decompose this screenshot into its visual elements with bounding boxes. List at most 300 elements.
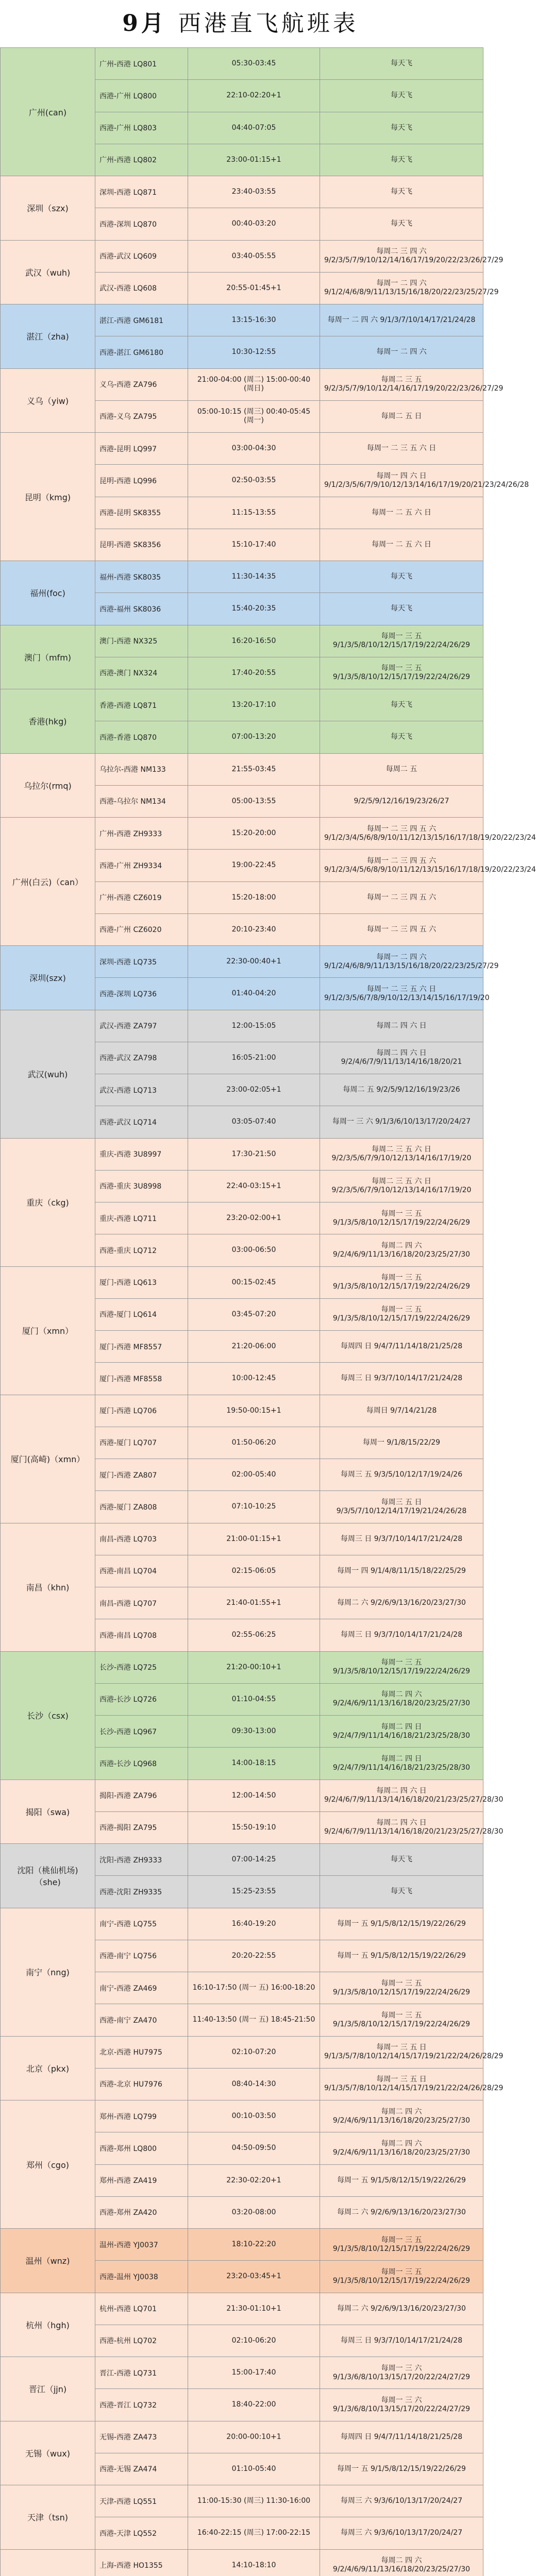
- flight-frequency-cell: 每周二 四 六 9/2/4/6/9/11/13/16/18/20/23/25/27/30: [320, 2549, 483, 2576]
- flight-time-cell: 03:45-07:20: [188, 1298, 320, 1330]
- flight-frequency-cell: 每周二 四 六 日 9/2/4/6/7/9/11/13/14/16/18/20/21/23/25/27/28/30: [320, 1780, 483, 1811]
- flight-frequency-cell: 每周一 二 三 五 六 日: [320, 433, 483, 465]
- flight-number-cell: 西港-香港 LQ870: [95, 721, 188, 753]
- flight-number-cell: 湛江-西港 GM6181: [95, 304, 188, 336]
- flight-time-cell: 21:00-01:15+1: [188, 1523, 320, 1555]
- flight-time-cell: 01:10-05:40: [188, 2453, 320, 2485]
- flight-time-cell: 03:05-07:40: [188, 1106, 320, 1138]
- flight-frequency-cell: 每周一 五 9/1/5/8/12/15/19/22/26/29: [320, 1908, 483, 1940]
- flight-frequency-cell: 每天飞: [320, 80, 483, 112]
- flight-frequency-cell: 每周一 三 五 9/1/3/5/8/10/12/15/17/19/22/24/26/29: [320, 625, 483, 657]
- flight-frequency-cell: 每周一 三 五 9/1/3/5/8/10/12/15/17/19/22/24/26/29: [320, 657, 483, 689]
- flight-number-cell: 长沙-西港 LQ967: [95, 1716, 188, 1748]
- flight-number-cell: 武汉-西港 LQ713: [95, 1074, 188, 1106]
- flight-frequency-cell: 每周三 五 9/3/5/10/12/17/19/24/26: [320, 1459, 483, 1491]
- flight-row: [1, 304, 483, 336]
- flight-time-cell: 00:10-03:50: [188, 2100, 320, 2132]
- flight-frequency-cell: 每周一 二 五 六 日: [320, 497, 483, 529]
- flight-time-cell: 20:00-00:10+1: [188, 2421, 320, 2453]
- flight-number-cell: 广州-西港 ZH9333: [95, 818, 188, 850]
- flight-time-cell: 18:40-22:00: [188, 2389, 320, 2421]
- flight-number-cell: 西港-福州 SK8036: [95, 593, 188, 625]
- flight-row: [1, 2357, 483, 2389]
- flight-row: [1, 2549, 483, 2576]
- flight-time-cell: 21:30-01:10+1: [188, 2293, 320, 2325]
- flight-time-cell: 05:30-03:45: [188, 48, 320, 80]
- city-cell: 杭州（hgh): [1, 2293, 95, 2357]
- flight-frequency-cell: 每周二 四 六 9/2/4/6/9/11/13/16/18/20/23/25/27/30: [320, 2132, 483, 2164]
- flight-number-cell: 西港-揭阳 ZA795: [95, 1811, 188, 1843]
- flight-number-cell: 西港-温州 YJ0038: [95, 2261, 188, 2293]
- flight-time-cell: 02:15-06:05: [188, 1555, 320, 1587]
- flight-number-cell: 西港-武汉 ZA798: [95, 1042, 188, 1074]
- flight-frequency-cell: 每周一 三 五 9/1/3/5/8/10/12/15/17/19/22/24/26/29: [320, 1266, 483, 1298]
- flight-time-cell: 20:10-23:40: [188, 913, 320, 945]
- flight-number-cell: 香港-西港 LQ871: [95, 689, 188, 721]
- city-cell: 厦门（xmn）: [1, 1266, 95, 1395]
- flight-number-cell: 西港-深圳 LQ870: [95, 208, 188, 240]
- flight-time-cell: 01:50-06:20: [188, 1427, 320, 1459]
- flight-number-cell: 西港-晋江 LQ732: [95, 2389, 188, 2421]
- city-cell: 昆明（kmg): [1, 433, 95, 561]
- flight-frequency-cell: 每天飞: [320, 593, 483, 625]
- flight-number-cell: 揭阳-西港 ZA796: [95, 1780, 188, 1811]
- flight-frequency-cell: 每周一 三 五 9/1/3/5/8/10/12/15/17/19/22/24/26/29: [320, 1972, 483, 2004]
- flight-frequency-cell: 每周三 六 9/3/6/10/13/17/20/24/27: [320, 2517, 483, 2549]
- flight-time-cell: 17:40-20:55: [188, 657, 320, 689]
- flight-frequency-cell: 每周二 四 六 日: [320, 1010, 483, 1042]
- flight-frequency-cell: 每周一 三 五 9/1/3/5/8/10/12/15/17/19/22/24/26/29: [320, 1202, 483, 1234]
- flight-number-cell: 郑州-西港 LQ799: [95, 2100, 188, 2132]
- flight-time-cell: 23:20-02:00+1: [188, 1202, 320, 1234]
- flight-time-cell: 19:50-00:15+1: [188, 1395, 320, 1427]
- flight-time-cell: 02:00-05:40: [188, 1459, 320, 1491]
- flight-frequency-cell: 每周二 四 六 日 9/2/4/6/7/9/11/13/14/16/18/20/21: [320, 1042, 483, 1074]
- city-cell: 香港(hkg): [1, 689, 95, 754]
- city-cell: 天津（tsn): [1, 2485, 95, 2550]
- flight-time-cell: 08:40-14:30: [188, 2068, 320, 2100]
- flight-number-cell: 西港-武汉 LQ714: [95, 1106, 188, 1138]
- flight-number-cell: 西港-深圳 LQ736: [95, 978, 188, 1010]
- flight-number-cell: 重庆-西港 LQ711: [95, 1202, 188, 1234]
- flight-time-cell: 02:50-03:55: [188, 465, 320, 497]
- flight-frequency-cell: 每周二 六 9/2/6/9/13/16/20/23/27/30: [320, 1587, 483, 1619]
- city-cell: 武汉(wuh): [1, 1010, 95, 1138]
- city-cell: 长沙（csx): [1, 1651, 95, 1780]
- flight-frequency-cell: 每周二 四 日 9/2/4/7/9/11/14/16/18/21/23/25/28/30: [320, 1716, 483, 1748]
- flight-row: [1, 1523, 483, 1555]
- flight-frequency-cell: 每周三 日 9/3/7/10/14/17/21/24/28: [320, 1523, 483, 1555]
- flight-time-cell: 15:25-23:55: [188, 1876, 320, 1908]
- flight-time-cell: 12:00-15:05: [188, 1010, 320, 1042]
- flight-frequency-cell: 每天飞: [320, 1844, 483, 1876]
- flight-number-cell: 武汉-西港 ZA797: [95, 1010, 188, 1042]
- flight-schedule-body: [1, 48, 536, 2576]
- flight-time-cell: 18:10-22:20: [188, 2229, 320, 2261]
- flight-number-cell: 广州-西港 CZ6019: [95, 882, 188, 913]
- flight-frequency-cell: 每周一 三 五 9/1/3/5/8/10/12/15/17/19/22/24/26/29: [320, 2004, 483, 2036]
- flight-row: [1, 2036, 483, 2068]
- flight-frequency-cell: 每天飞: [320, 689, 483, 721]
- flight-number-cell: 西港-南昌 LQ704: [95, 1555, 188, 1587]
- flight-number-cell: 福州-西港 SK8035: [95, 561, 188, 593]
- flight-time-cell: 03:20-08:00: [188, 2196, 320, 2228]
- flight-number-cell: 沈阳-西港 ZH9333: [95, 1844, 188, 1876]
- flight-number-cell: 厦门-西港 MF8557: [95, 1331, 188, 1363]
- flight-row: [1, 1010, 483, 1042]
- flight-schedule-table: [0, 47, 536, 2576]
- flight-row: [1, 625, 483, 657]
- flight-frequency-cell: 每周一 三 六 9/1/3/6/10/13/17/20/24/27: [320, 1106, 483, 1138]
- flight-frequency-cell: 每周二 四 六 9/2/4/6/9/11/13/16/18/20/23/25/27/30: [320, 1234, 483, 1266]
- flight-frequency-cell: 每周一 二 三 五 六 日 9/1/2/3/5/6/7/8/9/10/12/13/14/15/16/17/19/20: [320, 978, 483, 1010]
- flight-number-cell: 杭州-西港 LQ701: [95, 2293, 188, 2325]
- flight-row: [1, 818, 483, 850]
- flight-number-cell: 西港-广州 CZ6020: [95, 913, 188, 945]
- flight-frequency-cell: 每周一 三 五 9/1/3/5/8/10/12/15/17/19/22/24/26/29: [320, 1298, 483, 1330]
- flight-number-cell: 南宁-西港 LQ755: [95, 1908, 188, 1940]
- flight-time-cell: 14:00-18:15: [188, 1748, 320, 1780]
- flight-number-cell: 西港-昆明 SK8355: [95, 497, 188, 529]
- flight-time-cell: 23:00-02:05+1: [188, 1074, 320, 1106]
- flight-frequency-cell: 每周三 日 9/3/7/10/14/17/21/24/28: [320, 1619, 483, 1651]
- flight-time-cell: 20:55-01:45+1: [188, 272, 320, 304]
- flight-time-cell: 13:20-17:10: [188, 689, 320, 721]
- flight-frequency-cell: 每周一 三 五 日 9/1/3/5/7/8/10/12/14/15/17/19/21/22/24/26/28/29: [320, 2036, 483, 2068]
- flight-number-cell: 西港-长沙 LQ968: [95, 1748, 188, 1780]
- flight-row: [1, 1844, 483, 1876]
- flight-time-cell: 21:55-03:45: [188, 753, 320, 785]
- flight-time-cell: 07:10-10:25: [188, 1491, 320, 1523]
- flight-row: [1, 1908, 483, 1940]
- flight-number-cell: 厦门-西港 ZA807: [95, 1459, 188, 1491]
- flight-row: [1, 240, 483, 272]
- flight-frequency-cell: 每周二 四 六 日 9/2/4/6/7/9/11/13/14/16/18/20/21/23/25/27/28/30: [320, 1811, 483, 1843]
- flight-time-cell: 21:40-01:55+1: [188, 1587, 320, 1619]
- flight-row: [1, 1138, 483, 1170]
- city-cell: 广州(白云)（can）: [1, 818, 95, 946]
- flight-number-cell: 天津-西港 LQ551: [95, 2485, 188, 2517]
- flight-frequency-cell: 每天飞: [320, 112, 483, 144]
- flight-time-cell: 14:10-18:10: [188, 2549, 320, 2576]
- flight-number-cell: 重庆-西港 3U8997: [95, 1138, 188, 1170]
- flight-time-cell: 12:00-14:50: [188, 1780, 320, 1811]
- flight-frequency-cell: 每周二 三 四 六 9/2/3/5/7/9/10/12/14/16/17/19/20/22/23/26/27/29: [320, 240, 483, 272]
- flight-number-cell: 西港-广州 LQ803: [95, 112, 188, 144]
- city-cell: 郑州（cgo): [1, 2100, 95, 2229]
- flight-number-cell: 乌拉尔-西港 NM133: [95, 753, 188, 785]
- flight-time-cell: 02:10-07:20: [188, 2036, 320, 2068]
- flight-frequency-cell: 每周一 四 六 日 9/1/2/3/5/6/7/9/10/12/13/14/16/17/19/20/21/23/24/26/28: [320, 465, 483, 497]
- flight-row: [1, 368, 483, 400]
- flight-number-cell: 西港-南宁 LQ756: [95, 1940, 188, 1972]
- flight-time-cell: 22:40-03:15+1: [188, 1170, 320, 1202]
- flight-row: [1, 2229, 483, 2261]
- flight-frequency-cell: 每周二 四 日 9/2/4/7/9/11/14/16/18/21/23/25/28/30: [320, 1748, 483, 1780]
- flight-number-cell: 西港-无锡 ZA474: [95, 2453, 188, 2485]
- city-cell: 澳门（mfm): [1, 625, 95, 689]
- flight-row: [1, 1651, 483, 1683]
- flight-number-cell: 西港-厦门 LQ707: [95, 1427, 188, 1459]
- city-cell: 重庆（ckg): [1, 1138, 95, 1266]
- flight-frequency-cell: 每周日 9/7/14/21/28: [320, 1395, 483, 1427]
- flight-frequency-cell: 每周一 五 9/1/5/8/12/15/19/22/26/29: [320, 2164, 483, 2196]
- flight-number-cell: 西港-南昌 LQ708: [95, 1619, 188, 1651]
- flight-frequency-cell: 每周四 日 9/4/7/11/14/18/21/25/28: [320, 2421, 483, 2453]
- flight-frequency-cell: 每周一 三 六 9/1/3/6/8/10/13/15/17/20/22/24/27/29: [320, 2357, 483, 2389]
- flight-time-cell: 15:20-20:00: [188, 818, 320, 850]
- flight-frequency-cell: 每周一 五 9/1/5/8/12/15/19/22/26/29: [320, 2453, 483, 2485]
- flight-frequency-cell: 每天飞: [320, 561, 483, 593]
- flight-time-cell: 03:00-04:30: [188, 433, 320, 465]
- flight-time-cell: 22:10-02:20+1: [188, 80, 320, 112]
- flight-time-cell: 04:50-09:50: [188, 2132, 320, 2164]
- flight-time-cell: 02:55-06:25: [188, 1619, 320, 1651]
- flight-time-cell: 20:20-22:55: [188, 1940, 320, 1972]
- flight-frequency-cell: 每天飞: [320, 721, 483, 753]
- flight-row: [1, 561, 483, 593]
- city-cell: 南昌（khn): [1, 1523, 95, 1651]
- flight-frequency-cell: 每周二 三 五 9/2/3/5/7/9/10/12/14/16/17/19/20/22/23/26/27/29: [320, 368, 483, 400]
- flight-frequency-cell: 每周一 三 五 9/1/3/5/8/10/12/15/17/19/22/24/26/29: [320, 1651, 483, 1683]
- flight-frequency-cell: 每天飞: [320, 176, 483, 208]
- flight-number-cell: 西港-武汉 LQ609: [95, 240, 188, 272]
- page-title: [0, 0, 481, 47]
- flight-number-cell: 晋江-西港 LQ731: [95, 2357, 188, 2389]
- flight-number-cell: 西港-重庆 3U8998: [95, 1170, 188, 1202]
- flight-number-cell: 广州-西港 LQ802: [95, 144, 188, 176]
- flight-number-cell: 广州-西港 LQ801: [95, 48, 188, 80]
- city-cell: 温州（wnz): [1, 2229, 95, 2293]
- flight-number-cell: 北京-西港 HU7975: [95, 2036, 188, 2068]
- flight-frequency-cell: 每周二 六 9/2/6/9/13/16/20/23/27/30: [320, 2196, 483, 2228]
- city-cell: 福州(foc): [1, 561, 95, 625]
- flight-frequency-cell: 每周一 三 五 9/1/3/5/8/10/12/15/17/19/22/24/26/29: [320, 2229, 483, 2261]
- flight-frequency-cell: 每周二 四 六 9/2/4/6/9/11/13/16/18/20/23/25/27/30: [320, 1683, 483, 1715]
- flight-number-cell: 西港-义乌 ZA795: [95, 400, 188, 432]
- flight-number-cell: 义乌-西港 ZA796: [95, 368, 188, 400]
- flight-number-cell: 厦门-西港 LQ613: [95, 1266, 188, 1298]
- flight-time-cell: 21:20-06:00: [188, 1331, 320, 1363]
- flight-frequency-cell: 每周一 二 五 六 日: [320, 529, 483, 561]
- flight-time-cell: 00:15-02:45: [188, 1266, 320, 1298]
- flight-frequency-cell: 每周一 二 四 六: [320, 336, 483, 368]
- flight-frequency-cell: 每周二 五 日: [320, 400, 483, 432]
- flight-time-cell: 11:00-15:30 (周三) 11:30-16:00: [188, 2485, 320, 2517]
- flight-frequency-cell: 每周二 四 六 9/2/4/6/9/11/13/16/18/20/23/25/27/30: [320, 2100, 483, 2132]
- flight-frequency-cell: 每周一 三 六 9/1/3/6/8/10/13/15/17/20/22/24/27/29: [320, 2389, 483, 2421]
- flight-frequency-cell: 每周一 三 五 9/1/3/5/8/10/12/15/17/19/22/24/26/29: [320, 2261, 483, 2293]
- flight-row: [1, 1395, 483, 1427]
- flight-number-cell: 西港-厦门 LQ614: [95, 1298, 188, 1330]
- flight-row: [1, 2421, 483, 2453]
- flight-frequency-cell: 每周一 二 四 六 9/1/2/4/6/8/9/11/13/15/16/18/20/22/23/25/27/29: [320, 946, 483, 978]
- flight-frequency-cell: 每周三 五 日 9/3/5/7/10/12/14/17/19/21/24/26/28: [320, 1491, 483, 1523]
- flight-frequency-cell: 每周三 日 9/3/7/10/14/17/21/24/28: [320, 2325, 483, 2357]
- flight-frequency-cell: 每周二 三 五 六 日 9/2/3/5/6/7/9/10/12/13/14/16/17/19/20: [320, 1170, 483, 1202]
- flight-time-cell: 21:20-00:10+1: [188, 1651, 320, 1683]
- flight-time-cell: 11:15-13:55: [188, 497, 320, 529]
- flight-frequency-cell: 每周一 二 三 四 五 六 9/1/2/3/4/5/6/8/9/10/11/12/13/15/16/17/18/19/20/22/23/24: [320, 818, 483, 850]
- flight-time-cell: 19:00-22:45: [188, 850, 320, 882]
- flight-number-cell: 深圳-西港 LQ735: [95, 946, 188, 978]
- city-cell: 深圳（szx): [1, 176, 95, 241]
- flight-number-cell: 澳门-西港 NX325: [95, 625, 188, 657]
- city-cell: 乌拉尔(rmq): [1, 753, 95, 818]
- flight-frequency-cell: 每周二 五: [320, 753, 483, 785]
- flight-time-cell: 22:30-02:20+1: [188, 2164, 320, 2196]
- flight-row: [1, 1266, 483, 1298]
- flight-time-cell: 07:00-13:20: [188, 721, 320, 753]
- flight-frequency-cell: 每周一 三 五 日 9/1/3/5/7/8/10/12/14/15/17/19/21/22/24/26/28/29: [320, 2068, 483, 2100]
- city-cell: 厦门(高崎)（xmn）: [1, 1395, 95, 1523]
- flight-number-cell: 南昌-西港 LQ707: [95, 1587, 188, 1619]
- city-cell: 湛江（zha): [1, 304, 95, 369]
- flight-frequency-cell: 每天飞: [320, 208, 483, 240]
- flight-time-cell: 23:40-03:55: [188, 176, 320, 208]
- flight-number-cell: 西港-长沙 LQ726: [95, 1683, 188, 1715]
- flight-number-cell: 西港-重庆 LQ712: [95, 1234, 188, 1266]
- flight-number-cell: 长沙-西港 LQ725: [95, 1651, 188, 1683]
- flight-row: [1, 2293, 483, 2325]
- city-cell: 沈阳（桃仙机场)（she): [1, 1844, 95, 1908]
- city-cell: 武汉（wuh): [1, 240, 95, 304]
- flight-row: [1, 946, 483, 978]
- flight-frequency-cell: 每周一 二 三 四 五 六 9/1/2/3/4/5/6/8/9/10/11/12/13/15/16/17/18/19/20/22/23/24: [320, 850, 483, 882]
- flight-number-cell: 西港-广州 ZH9334: [95, 850, 188, 882]
- city-cell: 广州(can): [1, 48, 95, 176]
- flight-frequency-cell: 每天飞: [320, 1876, 483, 1908]
- flight-time-cell: 17:30-21:50: [188, 1138, 320, 1170]
- flight-number-cell: 西港-乌拉尔 NM134: [95, 785, 188, 817]
- flight-time-cell: 03:00-06:50: [188, 1234, 320, 1266]
- flight-time-cell: 15:50-19:10: [188, 1811, 320, 1843]
- flight-frequency-cell: 每周一 二 三 四 五 六: [320, 913, 483, 945]
- flight-frequency-cell: 每周二 三 五 六 日 9/2/3/5/6/7/9/10/12/13/14/16/17/19/20: [320, 1138, 483, 1170]
- title-month: 9月: [122, 10, 167, 37]
- flight-number-cell: 西港-湛江 GM6180: [95, 336, 188, 368]
- flight-time-cell: 10:30-12:55: [188, 336, 320, 368]
- flight-row: [1, 2485, 483, 2517]
- flight-number-cell: 西港-南宁 ZA470: [95, 2004, 188, 2036]
- flight-frequency-cell: 每周一 9/1/8/15/22/29: [320, 1427, 483, 1459]
- flight-frequency-cell: 每周二 六 9/2/6/9/13/16/20/23/27/30: [320, 2293, 483, 2325]
- flight-time-cell: 09:30-13:00: [188, 1716, 320, 1748]
- flight-number-cell: 武汉-西港 LQ608: [95, 272, 188, 304]
- flight-frequency-cell: 每周三 日 9/3/7/10/14/17/21/24/28: [320, 1363, 483, 1395]
- flight-frequency-cell: 每周四 日 9/4/7/11/14/18/21/25/28: [320, 1331, 483, 1363]
- flight-row: [1, 2100, 483, 2132]
- flight-frequency-cell: 每周一 二 三 四 五 六: [320, 882, 483, 913]
- flight-time-cell: 15:10-17:40: [188, 529, 320, 561]
- flight-time-cell: 16:05-21:00: [188, 1042, 320, 1074]
- flight-time-cell: 15:00-17:40: [188, 2357, 320, 2389]
- flight-row: [1, 1780, 483, 1811]
- flight-number-cell: 温州-西港 YJ0037: [95, 2229, 188, 2261]
- flight-number-cell: 南宁-西港 ZA469: [95, 1972, 188, 2004]
- flight-time-cell: 00:40-03:20: [188, 208, 320, 240]
- flight-time-cell: 13:15-16:30: [188, 304, 320, 336]
- flight-frequency-cell: 每周一 五 9/1/5/8/12/15/19/22/26/29: [320, 1940, 483, 1972]
- flight-number-cell: 西港-郑州 LQ800: [95, 2132, 188, 2164]
- flight-time-cell: 02:10-06:20: [188, 2325, 320, 2357]
- flight-frequency-cell: 每周二 五 9/2/5/9/12/16/19/23/26: [320, 1074, 483, 1106]
- flight-time-cell: 22:30-00:40+1: [188, 946, 320, 978]
- flight-time-cell: 16:40-19:20: [188, 1908, 320, 1940]
- flight-time-cell: 11:30-14:35: [188, 561, 320, 593]
- flight-time-cell: 15:20-18:00: [188, 882, 320, 913]
- flight-number-cell: 深圳-西港 LQ871: [95, 176, 188, 208]
- title-text: 西港直飞航班表: [178, 10, 359, 37]
- flight-row: [1, 753, 483, 785]
- city-cell: 北京（pkx): [1, 2036, 95, 2100]
- flight-number-cell: 昆明-西港 LQ996: [95, 465, 188, 497]
- flight-number-cell: 郑州-西港 ZA419: [95, 2164, 188, 2196]
- flight-time-cell: 07:00-14:25: [188, 1844, 320, 1876]
- flight-number-cell: 昆明-西港 SK8356: [95, 529, 188, 561]
- flight-frequency-cell: 每周一 二 四 六 9/1/3/7/10/14/17/21/24/28: [320, 304, 483, 336]
- flight-frequency-cell: 9/2/5/9/12/16/19/23/26/27: [320, 785, 483, 817]
- flight-time-cell: 01:40-04:20: [188, 978, 320, 1010]
- flight-frequency-cell: 每天飞: [320, 48, 483, 80]
- flight-row: [1, 689, 483, 721]
- flight-row: [1, 176, 483, 208]
- flight-number-cell: 厦门-西港 MF8558: [95, 1363, 188, 1395]
- flight-frequency-cell: 每周一 四 9/1/4/8/11/15/18/22/25/29: [320, 1555, 483, 1587]
- flight-time-cell: 23:00-01:15+1: [188, 144, 320, 176]
- city-cell: [1, 2549, 95, 2576]
- flight-time-cell: 01:10-04:55: [188, 1683, 320, 1715]
- city-cell: 南宁（nng): [1, 1908, 95, 2036]
- flight-time-cell: 15:40-20:35: [188, 593, 320, 625]
- flight-number-cell: 西港-天津 LQ552: [95, 2517, 188, 2549]
- flight-time-cell: 04:40-07:05: [188, 112, 320, 144]
- flight-number-cell: 西港-郑州 ZA420: [95, 2196, 188, 2228]
- flight-time-cell: 11:40-13:50 (周一 五) 18:45-21:50: [188, 2004, 320, 2036]
- flight-row: [1, 48, 483, 80]
- flight-row: [1, 433, 483, 465]
- flight-time-cell: 05:00-10:15 (周三) 00:40-05:45 (周一): [188, 400, 320, 432]
- flight-number-cell: 西港-广州 LQ800: [95, 80, 188, 112]
- flight-number-cell: 西港-厦门 ZA808: [95, 1491, 188, 1523]
- flight-number-cell: 南昌-西港 LQ703: [95, 1523, 188, 1555]
- flight-time-cell: 03:40-05:55: [188, 240, 320, 272]
- flight-frequency-cell: 每周一 二 四 六 9/1/2/4/6/8/9/11/13/15/16/18/20/22/23/25/27/29: [320, 272, 483, 304]
- flight-number-cell: 上海-西港 HO1355: [95, 2549, 188, 2576]
- flight-number-cell: 西港-澳门 NX324: [95, 657, 188, 689]
- flight-number-cell: 厦门-西港 LQ706: [95, 1395, 188, 1427]
- city-cell: 深圳(szx): [1, 946, 95, 1010]
- flight-number-cell: 西港-杭州 LQ702: [95, 2325, 188, 2357]
- city-cell: 义乌（yiw): [1, 368, 95, 433]
- city-cell: 揭阳（swa): [1, 1780, 95, 1844]
- flight-time-cell: 05:00-13:55: [188, 785, 320, 817]
- flight-time-cell: 16:10-17:50 (周一 五) 16:00-18:20: [188, 1972, 320, 2004]
- flight-time-cell: 16:20-16:50: [188, 625, 320, 657]
- flight-time-cell: 10:00-12:45: [188, 1363, 320, 1395]
- flight-frequency-cell: 每天飞: [320, 144, 483, 176]
- flight-number-cell: 西港-北京 HU7976: [95, 2068, 188, 2100]
- flight-number-cell: 西港-沈阳 ZH9335: [95, 1876, 188, 1908]
- flight-number-cell: 无锡-西港 ZA473: [95, 2421, 188, 2453]
- flight-time-cell: 23:20-03:45+1: [188, 2261, 320, 2293]
- city-cell: 晋江（jjn): [1, 2357, 95, 2421]
- flight-number-cell: 西港-昆明 LQ997: [95, 433, 188, 465]
- flight-frequency-cell: 每周三 六 9/3/6/10/13/17/20/24/27: [320, 2485, 483, 2517]
- flight-time-cell: 21:00-04:00 (周二) 15:00-00:40 (周日): [188, 368, 320, 400]
- city-cell: 无锡（wux): [1, 2421, 95, 2485]
- flight-time-cell: 16:40-22:15 (周三) 17:00-22:15: [188, 2517, 320, 2549]
